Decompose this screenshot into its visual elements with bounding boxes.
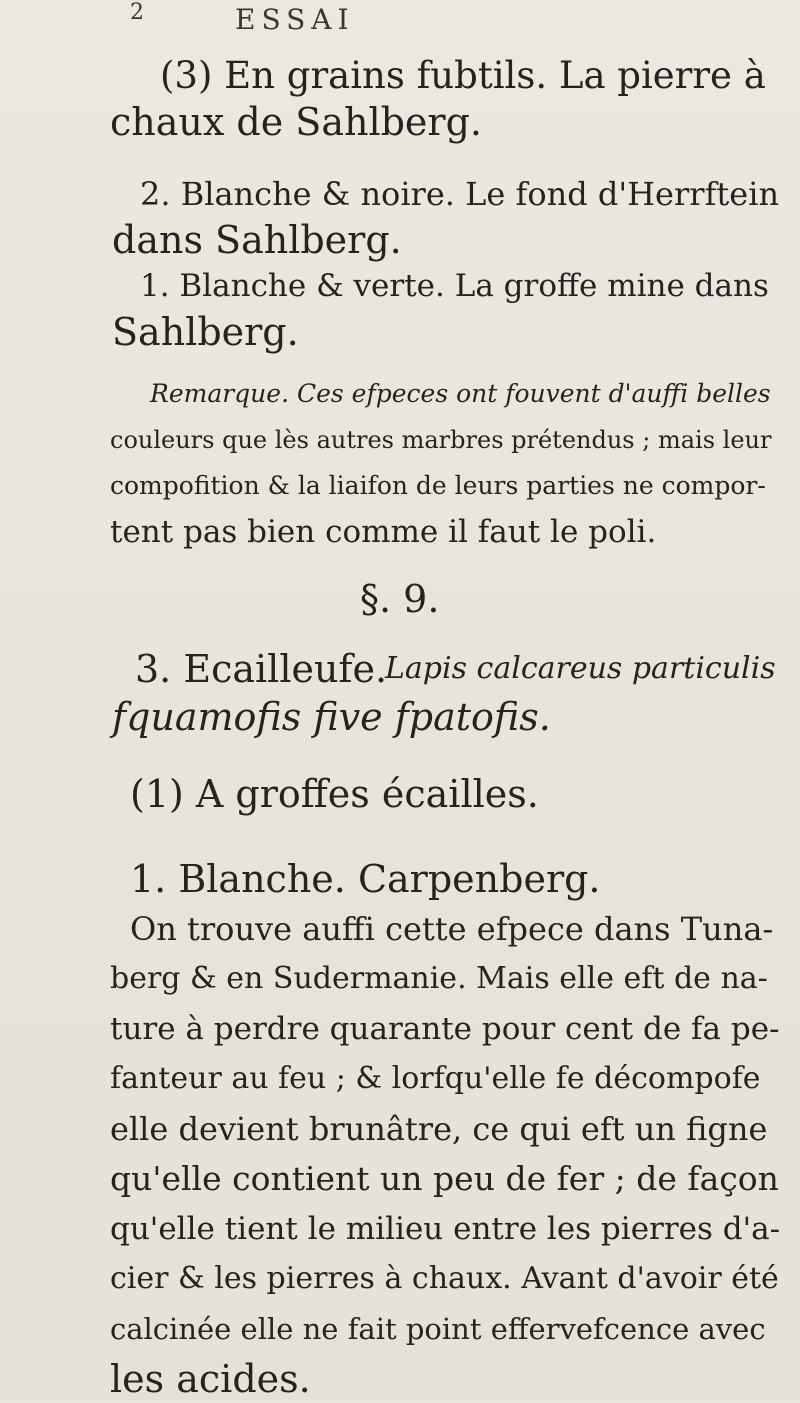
text-line: (3) En grains fubtils. La pierre à: [160, 54, 766, 97]
text-line: berg & en Sudermanie. Mais elle eft de na-: [110, 961, 768, 996]
remark-line: [150, 370, 771, 418]
text-line: fanteur au feu ; & lorfqu'elle fe décompofe: [110, 1061, 761, 1096]
latin-line: Lapis calcareus particulis: [385, 651, 776, 686]
text-line: cier & les pierres à chaux. Avant d'avoir été: [110, 1261, 779, 1296]
text-line: On trouve auffi cette efpece dans Tuna-: [130, 910, 774, 948]
text-line: tent pas bien comme il faut le poli.: [110, 514, 657, 550]
running-title: ESSAI: [235, 3, 355, 36]
text-line: calcinée elle ne fait point effervefcence avec: [110, 1312, 766, 1346]
text-line: 1. Blanche & verte. La groffe mine dans: [140, 268, 769, 304]
subsection-heading: (1) A groffes écailles.: [130, 772, 539, 816]
text-line: elle devient brunâtre, ce qui eft un figne: [110, 1110, 768, 1148]
text-line: couleurs que lès autres marbres prétendus ; mais leur: [110, 426, 772, 454]
text-line: qu'elle contient un peu de fer ; de façon: [110, 1159, 779, 1198]
text-line: ture à perdre quarante pour cent de fa pe-: [110, 1011, 780, 1047]
text-line: les acides.: [110, 1357, 311, 1401]
remark-text: Remarque. Ces efpeces ont fouvent d'auffi belles: [150, 379, 771, 408]
text-line: Sahlberg.: [112, 310, 299, 354]
text-line: 3. Ecailleufe.: [135, 647, 388, 691]
latin-line: fquamofis five fpatofis.: [112, 695, 551, 739]
text-line: 1. Blanche. Carpenberg.: [130, 857, 601, 901]
text-line: chaux de Sahlberg.: [110, 100, 482, 144]
text-line: dans Sahlberg.: [112, 218, 402, 262]
text-line: 2. Blanche & noire. Le fond d'Herrftein: [140, 175, 780, 213]
text-line: qu'elle tient le milieu entre les pierres d'a-: [110, 1211, 781, 1247]
section-heading: §. 9.: [360, 577, 440, 621]
text-line: compofition & la liaifon de leurs parties ne compor-: [110, 471, 766, 500]
page-number: 2: [130, 0, 144, 25]
